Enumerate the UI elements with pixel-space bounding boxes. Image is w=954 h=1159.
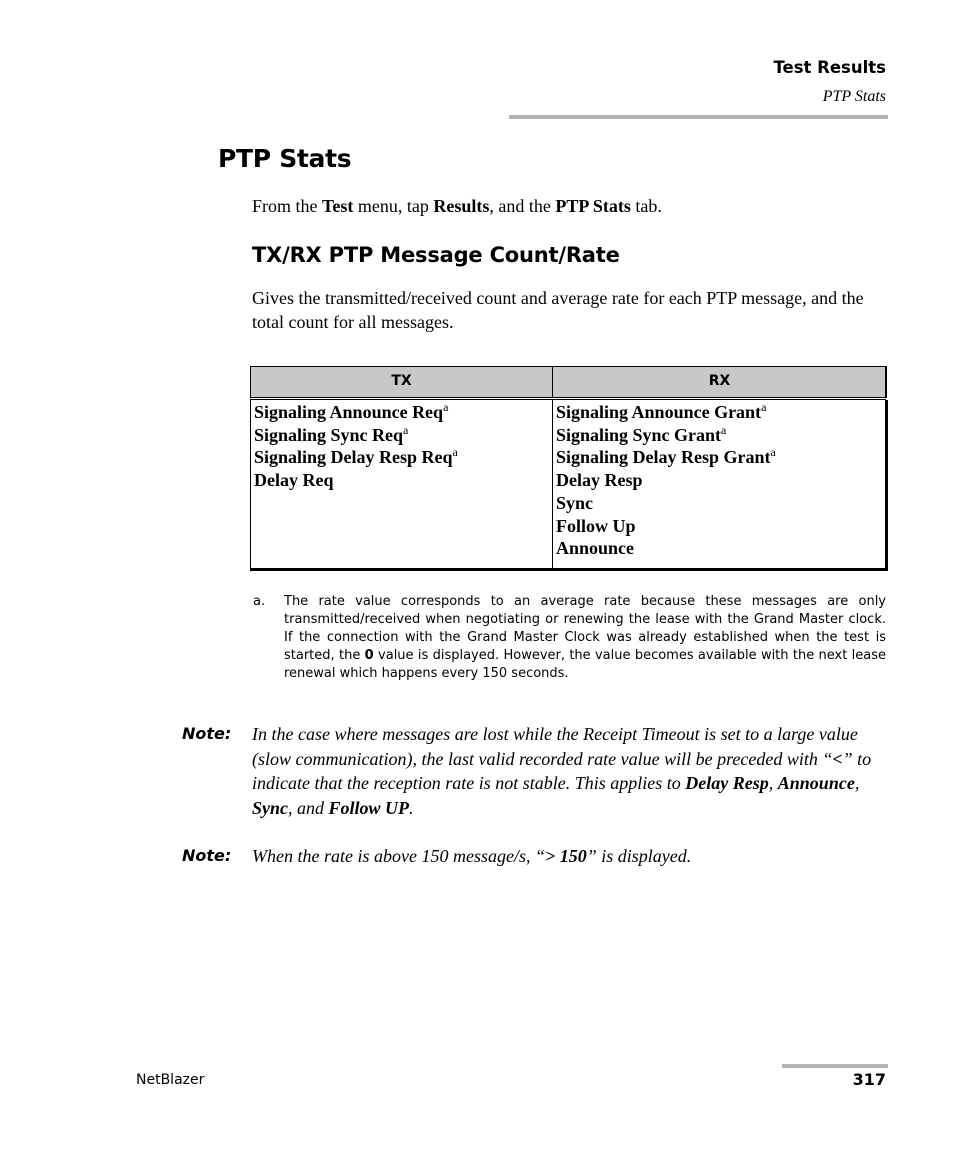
text-run: When the rate is above 150 message/s, “ [252,846,545,866]
text-run: The rate value corresponds to an average rate because these messages are only transmitted/received when negotiating or renewing the lease with the Grand Master clock. If the connection with the Grand Master Clock was already established when the test is started, the [284,594,886,663]
text-run: , and [288,797,329,818]
rx-item [556,469,776,492]
page-number: 317 [852,1070,886,1089]
bold-run: Test [322,196,354,216]
text-run: In the case where messages are lost while the Receipt Timeout is set to a large value (slow communication), the last valid recorded rate value will be preceded with “ [252,724,858,769]
bold-run: Delay Resp [685,773,769,793]
bold-run: Follow UP [328,797,410,818]
text-run: , and the [489,196,556,216]
rx-item [556,492,776,515]
rx-item [556,515,776,538]
table-body [250,399,886,568]
note-label: Note: [182,724,232,743]
rx-item-label: Signaling Delay Resp Grant [556,447,771,468]
tx-column [254,401,458,492]
bold-run: Results [433,196,490,216]
note-text [252,844,882,869]
table-header-tx: TX [391,373,412,389]
text-run: ” to indicate that the reception rate is not stable. This applies to [252,748,872,793]
section-title: PTP Stats [218,144,352,173]
rx-item-label: Announce [556,538,635,559]
footnote-reference: a [403,422,409,437]
tx-item-label: Signaling Sync Req [254,424,404,445]
table-bottom-border [250,568,888,571]
note-label: Note: [182,846,232,865]
footer-rule [782,1064,888,1068]
footnote-reference: a [770,445,776,460]
rx-item-label: Signaling Sync Grant [556,424,722,445]
subsection-title: TX/RX PTP Message Count/Rate [252,243,620,267]
table-header-rx: RX [708,373,731,389]
rx-item [556,424,776,447]
tx-item [254,469,458,492]
rx-item-label: Follow Up [556,515,636,536]
bold-run: < [832,748,843,769]
bold-run: 0 [364,648,374,663]
table-header-row [250,366,887,398]
footnote-mark: a. [253,594,266,609]
table-right-border [885,400,888,571]
message-table [250,366,887,571]
footer-product-name: NetBlazer [136,1072,205,1088]
rx-item-label: Delay Resp [556,470,643,491]
rx-item-label: Sync [556,492,594,513]
tx-item [254,401,458,424]
text-run: From the [252,196,322,216]
footnote-text [284,593,886,683]
text-run: value is displayed. However, the value becomes available with the next lease renewal which happens every 150 seconds. [284,648,886,681]
text-run: , [854,773,860,793]
text-run: tab. [630,196,662,216]
tx-item-label: Signaling Delay Resp Req [254,447,453,468]
bold-run: PTP Stats [555,196,631,216]
table-column-divider [552,400,553,568]
text-run: ” is displayed. [586,846,692,866]
footnote-reference: a [761,400,767,414]
bold-run: Announce [777,773,855,793]
rx-item-label: Signaling Announce Grant [556,402,762,422]
text-run: . [409,797,414,818]
rx-column [556,401,776,560]
text-run: , [768,773,778,793]
rx-item [556,537,776,560]
tx-item [254,424,458,447]
bold-run: Sync [252,797,288,818]
rx-item [556,401,776,424]
footnote-reference: a [721,422,727,437]
tx-item [254,446,458,469]
bold-run: > 150 [544,846,587,866]
intro-paragraph [252,196,662,217]
footnote-reference: a [443,400,449,414]
footnote-reference: a [452,445,458,460]
text-run: menu, tap [353,196,434,216]
note-text [252,722,882,820]
running-header-subtitle: PTP Stats [822,88,886,105]
running-header-title: Test Results [773,58,886,77]
subsection-description: Gives the transmitted/received count and average rate for each PTP message, and the total count for all messages. [252,288,864,332]
table-header-shadow [885,367,887,397]
header-rule [509,115,888,119]
rx-item [556,446,776,469]
tx-item-label: Delay Req [254,470,334,491]
tx-item-label: Signaling Announce Req [254,402,444,422]
